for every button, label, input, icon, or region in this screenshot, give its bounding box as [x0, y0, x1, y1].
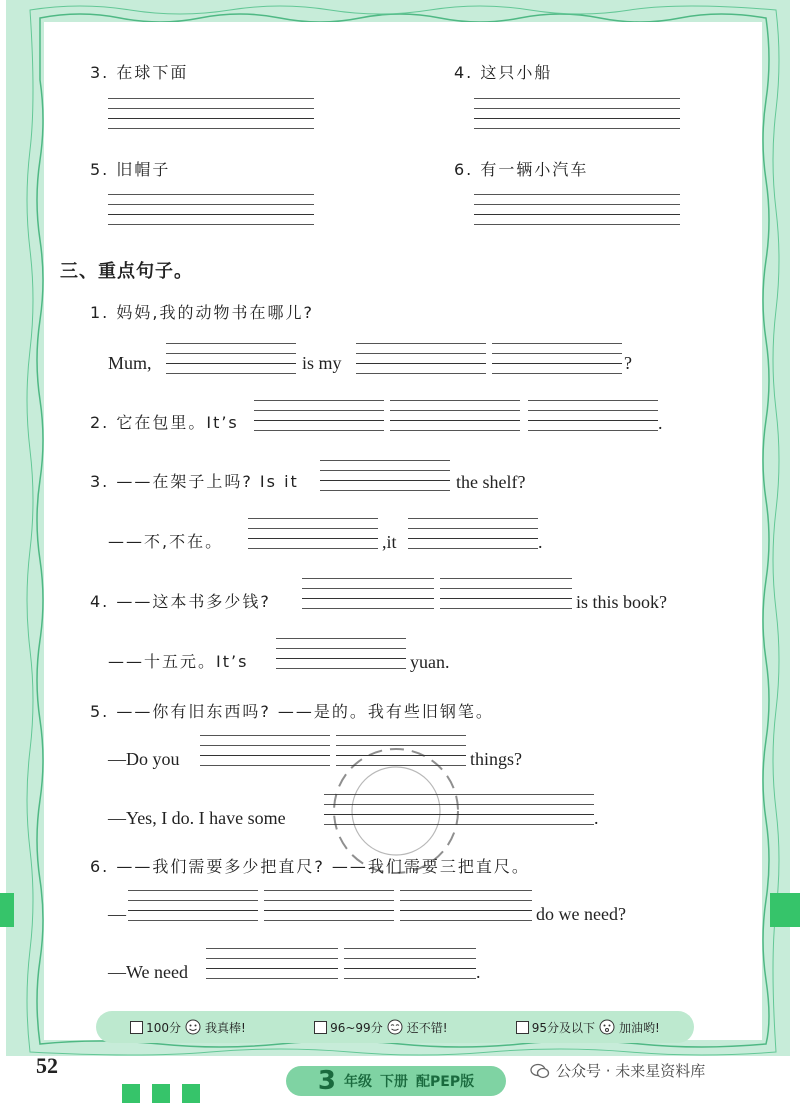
q1-chinese: 1. 妈妈,我的动物书在哪儿? [90, 303, 314, 322]
item-3-label: 3. 在球下面 [90, 63, 189, 82]
bottom-tab-1 [122, 1084, 140, 1103]
q6-period: . [476, 962, 481, 982]
q3-answer-chinese: ——不,不在。 [108, 532, 224, 551]
page-number: 52 [36, 1053, 58, 1078]
q5-text-things: things? [470, 749, 522, 769]
score-message-95-below: 加油哟! [619, 1020, 660, 1035]
edition-text: 配PEP版 [416, 1074, 475, 1090]
q4-text-is-this-book: is this book? [576, 592, 668, 612]
q1-blank-1[interactable] [166, 343, 296, 374]
item-6-writing-lines[interactable] [474, 194, 680, 225]
q6-blank-1[interactable] [128, 890, 258, 921]
score-option-96-99[interactable] [314, 1019, 447, 1036]
q4-answer-chinese: ——十五元。It’s [108, 652, 249, 671]
q4-blank-3[interactable] [276, 638, 406, 669]
score-label-96-99: 96~99分 [330, 1020, 383, 1035]
q4-blank-2[interactable] [440, 578, 572, 609]
watermark-label: 公众号 · 未来星资料库 [556, 1062, 706, 1080]
q1-blank-2[interactable] [356, 343, 486, 374]
item-4-writing-lines[interactable] [474, 98, 680, 129]
item-5-label: 5. 旧帽子 [90, 160, 171, 179]
q3-period: . [538, 532, 543, 552]
q1-blank-3[interactable] [492, 343, 622, 374]
stamp-watermark-icon [306, 726, 486, 896]
q3-chinese: 3. ——在架子上吗? Is it [90, 472, 299, 491]
q1-question-mark: ? [624, 353, 632, 373]
q4-blank-1[interactable] [302, 578, 434, 609]
q2-chinese: 2. 它在包里。It’s [90, 413, 239, 432]
q2-period: . [658, 413, 663, 433]
checkbox-100[interactable] [130, 1021, 143, 1034]
score-message-100: 我真棒! [205, 1020, 246, 1035]
right-edge-tab [770, 893, 800, 927]
bottom-tab-2 [152, 1084, 170, 1103]
q5-text-do-you: —Do you [108, 749, 180, 769]
item-3-writing-lines[interactable] [108, 98, 314, 129]
q3-text-the-shelf: the shelf? [456, 472, 526, 492]
left-edge-tab [0, 893, 14, 927]
grade-edition-badge [286, 1066, 506, 1096]
q6-blank-4[interactable] [206, 948, 338, 979]
q3-blank-2[interactable] [248, 518, 378, 549]
score-option-95-below[interactable] [516, 1019, 660, 1036]
score-label-100: 100分 [146, 1020, 182, 1035]
term-text: 下册 [380, 1074, 408, 1090]
score-option-100[interactable] [130, 1019, 246, 1036]
item-5-writing-lines[interactable] [108, 194, 314, 225]
q2-blank-2[interactable] [390, 400, 520, 431]
wechat-icon [530, 1063, 550, 1079]
q6-text-do-we-need: do we need? [536, 904, 626, 924]
checkbox-95-below[interactable] [516, 1021, 529, 1034]
q1-text-mum: Mum, [108, 353, 152, 373]
q1-text-is-my: is my [302, 353, 342, 373]
grade-text: 年级 [344, 1074, 372, 1090]
q3-blank-1[interactable] [320, 460, 450, 491]
q2-blank-3[interactable] [528, 400, 658, 431]
q6-text-we-need: —We need [108, 962, 189, 982]
q5-text-yes-i-do: —Yes, I do. I have some [108, 808, 286, 828]
item-6-label: 6. 有一辆小汽车 [454, 160, 589, 179]
self-evaluation-bar [96, 1011, 694, 1043]
bottom-tab-3 [182, 1084, 200, 1103]
q2-blank-1[interactable] [254, 400, 384, 431]
q3-text-it: ,it [382, 532, 397, 552]
q6-blank-5[interactable] [344, 948, 476, 979]
q5-chinese: 5. ——你有旧东西吗? ——是的。我有些旧钢笔。 [90, 702, 494, 721]
grade-number: 3 [317, 1066, 336, 1096]
checkbox-96-99[interactable] [314, 1021, 327, 1034]
q3-blank-3[interactable] [408, 518, 538, 549]
happy-face-icon [184, 1019, 202, 1035]
cheer-face-icon [598, 1019, 616, 1035]
item-4-label: 4. 这只小船 [454, 63, 553, 82]
q6-chinese: 6. ——我们需要多少把直尺? ——我们需要三把直尺。 [90, 857, 530, 876]
score-message-96-99: 还不错! [406, 1020, 448, 1035]
section-3-heading: 三、重点句子。 [60, 261, 193, 282]
q4-chinese: 4. ——这本书多少钱? [90, 592, 271, 611]
account-watermark [530, 1060, 705, 1081]
q5-period: . [594, 808, 599, 828]
q6-dash: — [108, 904, 126, 924]
q4-text-yuan: yuan. [410, 652, 450, 672]
smile-face-icon [386, 1019, 404, 1035]
score-label-95-below: 95分及以下 [531, 1020, 596, 1035]
